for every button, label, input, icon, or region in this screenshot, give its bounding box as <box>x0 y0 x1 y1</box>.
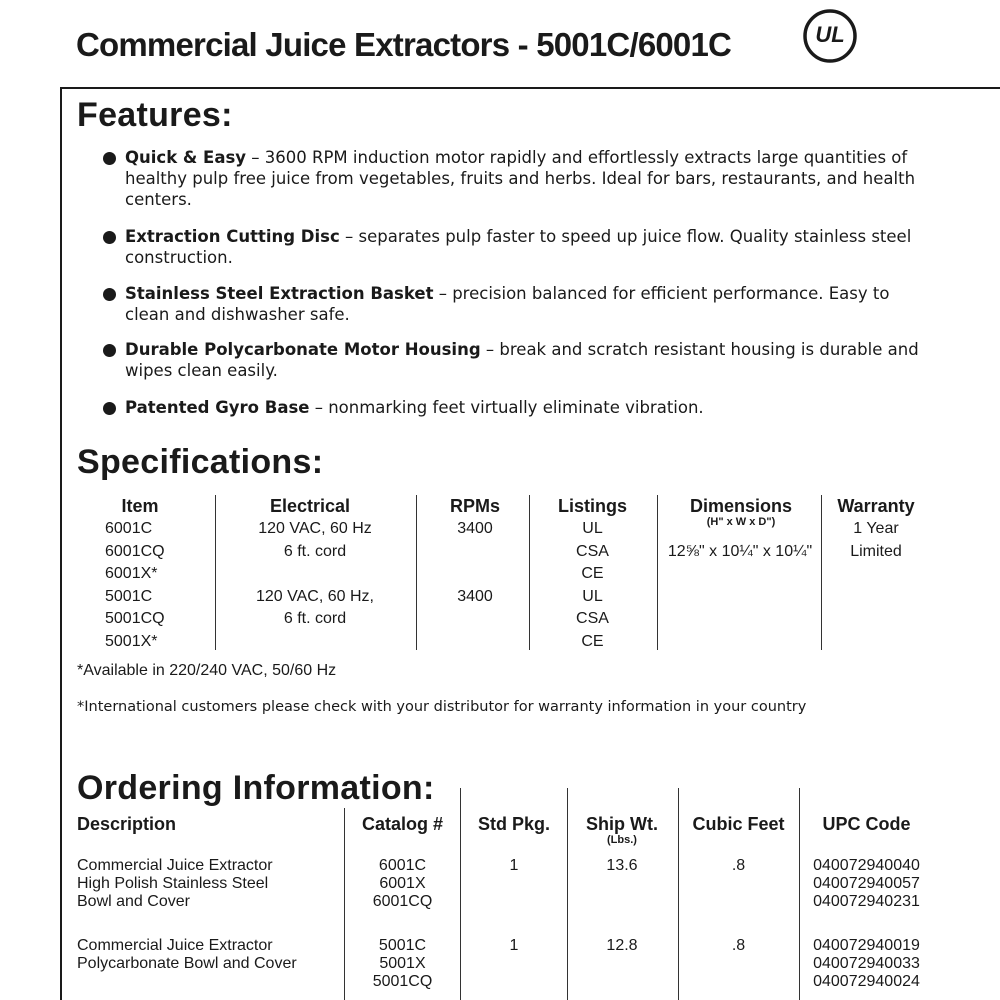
feature-text: – nonmarking feet virtually eliminate vibration. <box>309 398 704 417</box>
order-row-upc <box>804 857 929 911</box>
upc-code: 040072940024 <box>813 973 920 990</box>
warranty-note: *International customers please check with your distributor for warranty information in your country <box>77 699 807 715</box>
bullet-icon <box>103 231 116 244</box>
spec-listings-column <box>540 518 645 654</box>
order-header-catalog: Catalog # <box>361 814 444 834</box>
spec-dimensions-value: 12⅝" x 10¼" x 10¼" <box>667 543 813 560</box>
catalog-number: 5001C <box>378 937 427 954</box>
spec-header-rpms: RPMs <box>449 496 500 516</box>
upc-code: 040072940040 <box>813 857 920 874</box>
upc-code: 040072940231 <box>813 893 920 910</box>
feature-name: Quick & Easy <box>125 148 247 167</box>
description-line: Commercial Juice Extractor <box>77 937 273 954</box>
spec-electrical-column <box>225 518 405 631</box>
order-header-upc: UPC Code <box>822 814 911 834</box>
order-header-ship-wt-units: (Lbs.) <box>607 834 637 846</box>
spec-item: 5001CQ <box>105 610 165 628</box>
column-divider <box>799 788 800 1000</box>
spec-listing: UL <box>582 520 603 537</box>
spec-listing: CSA <box>576 610 609 628</box>
spec-electrical: 120 VAC, 60 Hz, <box>256 587 374 605</box>
column-divider <box>657 495 658 650</box>
feature-item <box>104 283 924 325</box>
spec-electrical: 120 VAC, 60 Hz <box>258 520 372 537</box>
spec-electrical: 6 ft. cord <box>283 610 347 628</box>
catalog-number: 5001X <box>379 955 426 972</box>
feature-text: – 3600 RPM induction motor rapidly and effortlessly extracts large quantities of healthy pulp free juice from vegetables, fruits and herbs. Ideal for bars, restaurants, and health centers. <box>125 148 916 209</box>
spec-warranty: 1 Year <box>853 520 899 537</box>
feature-item <box>104 397 924 418</box>
ul-logo-text: UL <box>815 22 845 47</box>
column-divider <box>678 788 679 1000</box>
order-header-description: Description <box>77 814 177 834</box>
spec-electrical <box>225 563 405 586</box>
column-divider <box>821 495 822 650</box>
bullet-icon <box>103 288 116 301</box>
availability-note: *Available in 220/240 VAC, 50/60 Hz <box>77 662 337 679</box>
description-line: Commercial Juice Extractor <box>77 857 273 874</box>
spec-rpms-column <box>430 518 520 608</box>
spec-rpm: 3400 <box>457 587 493 605</box>
spec-item: 6001X* <box>105 565 158 583</box>
order-row-catalog <box>350 857 455 911</box>
column-divider <box>460 788 461 1000</box>
catalog-number: 6001X <box>379 875 426 892</box>
feature-name: Patented Gyro Base <box>125 398 310 417</box>
column-divider <box>416 495 417 650</box>
spec-item-column <box>105 518 195 654</box>
specifications-heading: Specifications: <box>77 443 324 481</box>
spec-item: 5001X* <box>105 632 158 650</box>
order-row-std-pkg: 1 <box>509 857 519 874</box>
feature-text: – separates pulp faster to speed up juice flow. Quality stainless steel construction. <box>125 227 912 267</box>
feature-name: Durable Polycarbonate Motor Housing <box>125 340 481 359</box>
feature-item <box>104 226 924 268</box>
feature-name: Stainless Steel Extraction Basket <box>125 284 434 303</box>
spec-listing: CSA <box>576 542 609 560</box>
order-header-std-pkg: Std Pkg. <box>477 814 550 834</box>
spec-warranty-column <box>826 518 926 563</box>
spec-header-listings: Listings <box>557 496 627 516</box>
spec-item: 6001C <box>105 520 153 537</box>
column-divider <box>567 788 568 1000</box>
order-row-upc <box>804 937 929 991</box>
spec-header-dimensions: Dimensions <box>689 496 793 516</box>
spec-electrical: 6 ft. cord <box>283 542 347 560</box>
description-line: Bowl and Cover <box>77 893 190 910</box>
spec-header-dimensions-units: (H" x W x D") <box>706 516 776 528</box>
feature-text: – precision balanced for efficient performance. Easy to clean and dishwasher safe. <box>125 284 890 324</box>
spec-listing: UL <box>582 587 603 605</box>
order-header-cubic-feet: Cubic Feet <box>692 814 785 834</box>
spec-listing: CE <box>581 632 604 650</box>
column-divider <box>529 495 530 650</box>
order-row-cubic-feet: .8 <box>731 857 746 874</box>
frame-left-rule <box>60 87 62 1000</box>
spec-header-warranty: Warranty <box>837 496 915 516</box>
order-row-ship-wt: 13.6 <box>606 857 638 874</box>
order-row-catalog <box>350 937 455 991</box>
upc-code: 040072940033 <box>813 955 920 972</box>
column-divider <box>344 808 345 1000</box>
order-row-description <box>77 857 273 911</box>
spec-header-electrical: Electrical <box>269 496 351 516</box>
order-header-ship-wt: Ship Wt. <box>586 814 658 834</box>
spec-item: 6001CQ <box>105 542 165 560</box>
upc-code: 040072940057 <box>813 875 920 892</box>
order-row-cubic-feet: .8 <box>731 937 746 954</box>
bullet-icon <box>103 402 116 415</box>
feature-name: Extraction Cutting Disc <box>125 227 340 246</box>
catalog-number: 6001C <box>378 857 427 874</box>
frame-top-rule <box>60 87 1000 89</box>
description-line: High Polish Stainless Steel <box>77 875 269 892</box>
features-heading: Features: <box>77 96 233 134</box>
ordering-heading: Ordering Information: <box>77 769 435 807</box>
spec-listing: CE <box>581 565 604 583</box>
description-line: Polycarbonate Bowl and Cover <box>77 955 297 972</box>
spec-rpm: 3400 <box>457 520 493 537</box>
catalog-number: 6001CQ <box>372 893 433 910</box>
upc-code: 040072940019 <box>813 937 920 954</box>
bullet-icon <box>103 152 116 165</box>
column-divider <box>215 495 216 650</box>
spec-header-item: Item <box>121 496 159 516</box>
ul-logo <box>802 8 858 64</box>
feature-text: – break and scratch resistant housing is durable and wipes clean easily. <box>125 340 919 380</box>
catalog-number: 5001CQ <box>372 973 433 990</box>
order-row-std-pkg: 1 <box>509 937 519 954</box>
page-title: Commercial Juice Extractors - 5001C/6001C <box>76 26 732 63</box>
spec-warranty: Limited <box>850 542 902 560</box>
spec-item: 5001C <box>105 587 153 605</box>
feature-item <box>104 339 924 381</box>
bullet-icon <box>103 344 116 357</box>
feature-item <box>104 147 924 210</box>
order-row-ship-wt: 12.8 <box>606 937 638 954</box>
order-row-description <box>77 937 297 973</box>
